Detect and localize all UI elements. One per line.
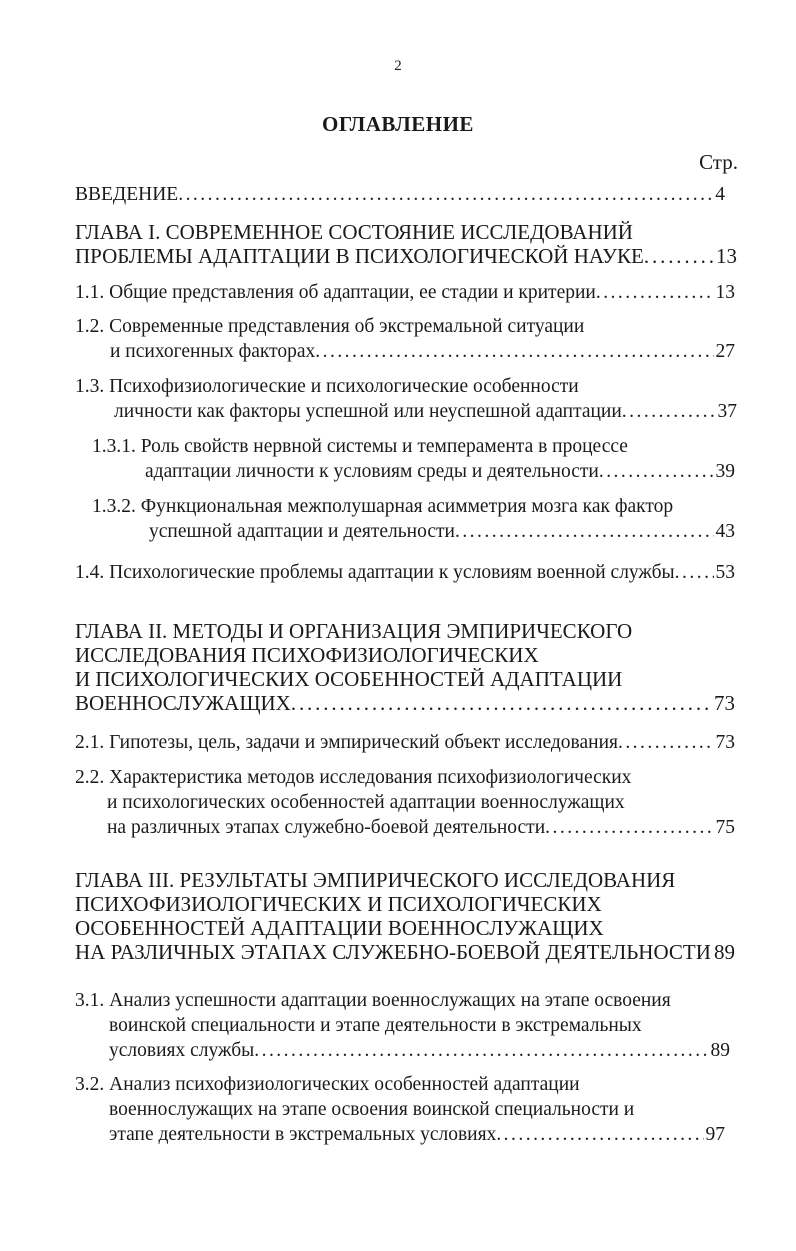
toc-entry-text: ГЛАВА I. СОВРЕМЕННОЕ СОСТОЯНИЕ ИССЛЕДОВАНИЙ bbox=[75, 220, 633, 244]
leader-dots bbox=[254, 1038, 708, 1063]
toc-entry-text: и психогенных факторах bbox=[110, 341, 316, 362]
toc-page-number: 13 bbox=[715, 282, 735, 303]
toc-entry-text: на различных этапах служебно-боевой деятельности bbox=[107, 817, 546, 838]
toc-entry-text: ГЛАВА III. РЕЗУЛЬТАТЫ ЭМПИРИЧЕСКОГО ИССЛЕДОВАНИЯ bbox=[75, 868, 676, 892]
toc-page-number: 73 bbox=[715, 732, 735, 753]
leader-dots bbox=[455, 519, 714, 544]
toc-entry-text: и психологических особенностей адаптации военнослужащих bbox=[107, 792, 625, 813]
toc-entry-text: ОСОБЕННОСТЕЙ АДАПТАЦИИ ВОЕННОСЛУЖАЩИХ bbox=[75, 916, 604, 940]
toc-entry-chapter-1 bbox=[75, 220, 737, 268]
toc-page-number: 73 bbox=[714, 691, 735, 715]
toc-entry-text: условиях службы bbox=[109, 1040, 255, 1061]
toc-entry-text: И ПСИХОЛОГИЧЕСКИХ ОСОБЕННОСТЕЙ АДАПТАЦИИ bbox=[75, 667, 623, 691]
toc-entry-text: успешной адаптации и деятельности bbox=[149, 521, 455, 542]
toc-entry-text: воинской специальности и этапе деятельности в экстремальных bbox=[109, 1015, 642, 1036]
toc-entry-text: 2.1. Гипотезы, цель, задачи и эмпирический объект исследования bbox=[75, 732, 618, 753]
toc-entry-text: ПСИХОФИЗИОЛОГИЧЕСКИХ И ПСИХОЛОГИЧЕСКИХ bbox=[75, 892, 602, 916]
toc-entry-text: 1.4. Психологические проблемы адаптации к условиям военной службы bbox=[75, 562, 675, 583]
toc-page-number: 37 bbox=[717, 401, 737, 422]
toc-entry-text: 1.3.1. Роль свойств нервной системы и темперамента в процессе bbox=[92, 436, 628, 457]
toc-entry-text: 1.3.2. Функциональная межполушарная асимметрия мозга как фактор bbox=[92, 496, 674, 517]
toc-entry-text: 3.1. Анализ успешности адаптации военнослужащих на этапе освоения bbox=[75, 990, 671, 1011]
leader-dots bbox=[315, 339, 713, 364]
toc-entry-text: ВВЕДЕНИЕ bbox=[75, 184, 179, 205]
toc-entry-text: 1.3. Психофизиологические и психологические особенности bbox=[75, 376, 579, 397]
toc-entry-1-4 bbox=[75, 560, 735, 585]
toc-page-number: 27 bbox=[715, 341, 735, 362]
leader-dots bbox=[618, 730, 714, 755]
toc-page-number: 89 bbox=[710, 1040, 730, 1061]
leader-dots bbox=[675, 560, 714, 585]
toc-entry-1-3-1 bbox=[92, 434, 735, 484]
toc-entry-1-1 bbox=[75, 280, 735, 305]
toc-page-number: 75 bbox=[715, 817, 735, 838]
toc-entry-text: 1.2. Современные представления об экстремальной ситуации bbox=[75, 316, 585, 337]
toc-page-number: 43 bbox=[715, 521, 735, 542]
toc-entry-text: 3.2. Анализ психофизиологических особенностей адаптации bbox=[75, 1074, 580, 1095]
toc-entry-text: ИССЛЕДОВАНИЯ ПСИХОФИЗИОЛОГИЧЕСКИХ bbox=[75, 643, 539, 667]
toc-page-number: 13 bbox=[716, 244, 737, 268]
toc-page-number: 89 bbox=[714, 940, 735, 964]
toc-entry-text: этапе деятельности в экстремальных условиях bbox=[109, 1124, 497, 1145]
page-column-label: Стр. bbox=[699, 150, 738, 174]
toc-entry-2-2 bbox=[75, 765, 735, 840]
page-number: 2 bbox=[394, 58, 402, 74]
page-title: ОГЛАВЛЕНИЕ bbox=[322, 112, 474, 136]
toc-entry-3-2 bbox=[75, 1072, 725, 1147]
toc-entry-1-2 bbox=[75, 314, 735, 364]
toc-entry-text: 2.2. Характеристика методов исследования психофизиологических bbox=[75, 767, 632, 788]
leader-dots bbox=[644, 244, 714, 268]
toc-entry-text: ПРОБЛЕМЫ АДАПТАЦИИ В ПСИХОЛОГИЧЕСКОЙ НАУКЕ bbox=[75, 244, 644, 268]
leader-dots bbox=[496, 1122, 703, 1147]
leader-dots bbox=[599, 459, 714, 484]
leader-dots bbox=[545, 815, 713, 840]
toc-entry-1-3 bbox=[75, 374, 737, 424]
toc-entry-chapter-3 bbox=[75, 868, 735, 964]
toc-page-number: 97 bbox=[705, 1124, 725, 1145]
toc-page-number: 4 bbox=[715, 184, 725, 205]
toc-entry-intro bbox=[75, 182, 725, 207]
toc-page-number: 53 bbox=[715, 562, 735, 583]
toc-entry-text: военнослужащих на этапе освоения воинской специальности и bbox=[109, 1099, 635, 1120]
toc-entry-text: личности как факторы успешной или неуспешной адаптации bbox=[114, 401, 622, 422]
toc-entry-text: 1.1. Общие представления об адаптации, ее стадии и критерии bbox=[75, 282, 596, 303]
leader-dots bbox=[178, 182, 713, 207]
toc-entry-3-1 bbox=[75, 988, 730, 1063]
toc-entry-text: ВОЕННОСЛУЖАЩИХ bbox=[75, 691, 291, 715]
toc-entry-chapter-2 bbox=[75, 619, 735, 715]
leader-dots bbox=[596, 280, 714, 305]
toc-entry-text: адаптации личности к условиям среды и деятельности bbox=[145, 461, 599, 482]
toc-entry-text: НА РАЗЛИЧНЫХ ЭТАПАХ СЛУЖЕБНО-БОЕВОЙ ДЕЯТЕЛЬНОСТИ bbox=[75, 940, 711, 964]
leader-dots bbox=[291, 691, 712, 715]
toc-entry-2-1 bbox=[75, 730, 735, 755]
toc-entry-text: ГЛАВА II. МЕТОДЫ И ОРГАНИЗАЦИЯ ЭМПИРИЧЕСКОГО bbox=[75, 619, 633, 643]
toc-entry-1-3-2 bbox=[92, 494, 735, 544]
toc-page-number: 39 bbox=[715, 461, 735, 482]
leader-dots bbox=[622, 399, 716, 424]
